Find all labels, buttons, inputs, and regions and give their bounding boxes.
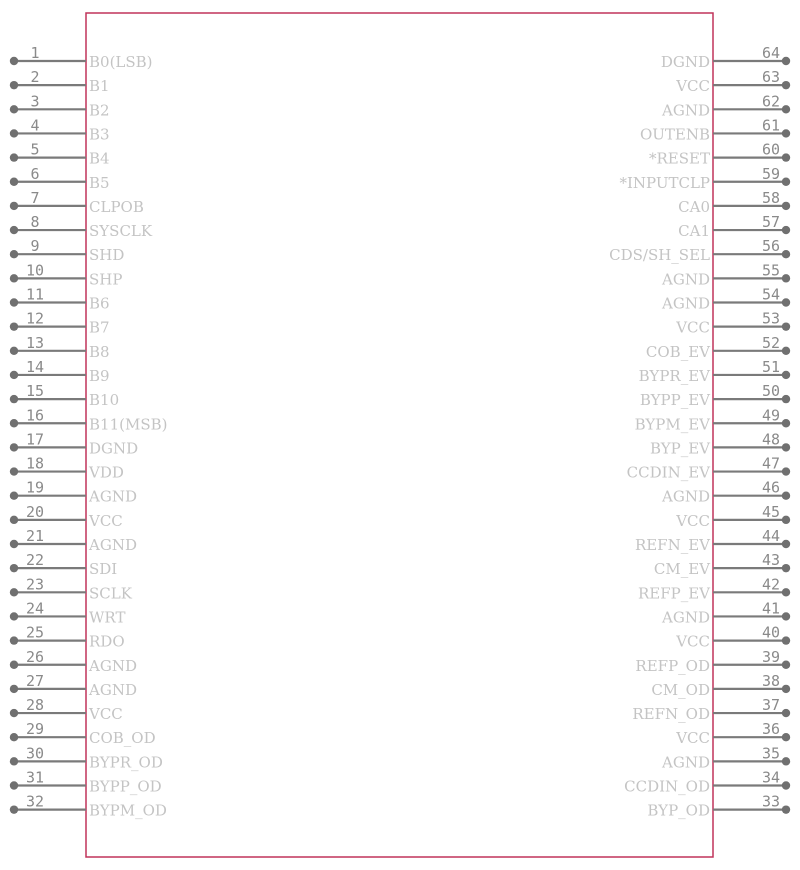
pin-name: AGND (662, 487, 710, 506)
pin-endpoint-dot (782, 443, 790, 451)
pin-number: 40 (761, 623, 781, 642)
pin-number: 64 (761, 44, 781, 62)
pin-number: 17 (25, 430, 45, 449)
pin-number: 11 (25, 285, 45, 304)
pin-endpoint-dot (782, 781, 790, 789)
pin-number: 62 (761, 92, 781, 111)
pin-endpoint-dot (782, 129, 790, 137)
pin-17 (10, 430, 138, 457)
pin-number: 49 (761, 406, 781, 425)
pin-name: CA1 (678, 222, 710, 241)
pin-endpoint-dot (10, 322, 18, 330)
pin-9 (10, 237, 125, 264)
pin-number: 46 (761, 478, 781, 497)
pin-name: SHP (89, 270, 123, 289)
pin-number: 53 (761, 309, 781, 328)
pin-endpoint-dot (10, 564, 18, 572)
pin-name: VCC (89, 511, 123, 530)
pin-endpoint-dot (10, 395, 18, 403)
pin-number: 5 (30, 140, 40, 159)
pin-number: 20 (25, 502, 45, 521)
pin-endpoint-dot (782, 540, 790, 548)
pin-number: 8 (30, 213, 40, 232)
pin-name: AGND (662, 101, 710, 120)
pin-name: BYPR_OD (89, 753, 163, 772)
pin-number: 12 (25, 309, 45, 328)
pin-endpoint-dot (10, 419, 18, 427)
pin-name: CM_OD (651, 680, 710, 699)
pin-endpoint-dot (10, 347, 18, 355)
pin-name: BYPM_OD (89, 801, 167, 820)
pin-47 (627, 455, 791, 482)
pin-endpoint-dot (782, 250, 790, 258)
pin-61 (640, 116, 790, 143)
pin-name: CM_EV (653, 560, 710, 579)
pin-48 (650, 430, 790, 457)
pin-number: 28 (25, 696, 45, 715)
pin-endpoint-dot (782, 467, 790, 475)
pin-number: 56 (761, 237, 781, 256)
pin-name: BYPM_EV (634, 415, 710, 434)
pin-endpoint-dot (782, 322, 790, 330)
pin-endpoint-dot (10, 57, 18, 65)
pin-name: BYPP_OD (89, 777, 162, 796)
pin-26 (10, 648, 137, 675)
pin-name: AGND (89, 680, 137, 699)
pin-20 (10, 503, 123, 530)
pin-endpoint-dot (10, 178, 18, 186)
pin-number: 29 (25, 720, 45, 739)
pin-22 (10, 551, 118, 578)
pin-endpoint-dot (10, 81, 18, 89)
pin-19 (10, 479, 137, 506)
pin-number: 6 (30, 164, 40, 183)
pin-name: VCC (676, 511, 710, 530)
pin-name: OUTENB (639, 125, 710, 144)
pin-number: 9 (30, 237, 40, 256)
pin-34 (624, 769, 790, 796)
pin-number: 42 (761, 575, 781, 594)
pin-number: 35 (761, 744, 781, 763)
pin-endpoint-dot (10, 757, 18, 765)
pin-number: 32 (25, 792, 45, 811)
pin-name: B2 (89, 101, 110, 120)
pin-number: 36 (761, 720, 781, 739)
pin-41 (661, 599, 790, 626)
pin-endpoint-dot (782, 57, 790, 65)
left-pin-group (10, 44, 168, 820)
pin-2 (10, 68, 110, 95)
pin-endpoint-dot (782, 492, 790, 500)
pin-46 (661, 479, 790, 506)
pin-endpoint-dot (10, 202, 18, 210)
pin-endpoint-dot (782, 419, 790, 427)
pin-name: AGND (89, 656, 137, 675)
pin-name: COB_EV (645, 342, 710, 361)
pin-name: AGND (662, 270, 710, 289)
pin-number: 48 (761, 430, 781, 449)
pin-name: WRT (89, 608, 126, 627)
pin-endpoint-dot (782, 81, 790, 89)
pin-endpoint-dot (10, 492, 18, 500)
pin-number: 7 (30, 188, 40, 207)
pin-endpoint-dot (10, 105, 18, 113)
pin-number: 16 (25, 406, 45, 425)
pin-endpoint-dot (10, 805, 18, 813)
pin-35 (661, 744, 790, 771)
pin-54 (661, 286, 790, 313)
pin-endpoint-dot (782, 661, 790, 669)
pin-number: 55 (761, 261, 781, 280)
pin-endpoint-dot (10, 661, 18, 669)
pin-name: AGND (89, 487, 137, 506)
pin-number: 34 (761, 768, 781, 787)
right-pin-group (609, 44, 790, 820)
pin-name: B0(LSB) (89, 53, 153, 71)
pin-53 (675, 310, 790, 337)
pin-name: AGND (89, 536, 137, 554)
pin-number: 19 (25, 478, 45, 497)
pin-endpoint-dot (782, 202, 790, 210)
pin-4 (10, 116, 110, 143)
pin-name: VCC (676, 77, 710, 96)
pin-endpoint-dot (782, 178, 790, 186)
pin-name: AGND (662, 753, 710, 772)
pin-28 (10, 696, 123, 723)
pin-name: CCDIN_OD (624, 777, 710, 796)
pin-number: 14 (25, 357, 45, 376)
pin-number: 27 (25, 671, 45, 690)
ic-body-outline (86, 13, 713, 857)
pin-endpoint-dot (10, 371, 18, 379)
pin-59 (619, 165, 790, 192)
pin-40 (675, 624, 790, 651)
pin-endpoint-dot (782, 709, 790, 717)
pin-62 (661, 92, 790, 119)
pin-endpoint-dot (782, 226, 790, 234)
pin-number: 57 (761, 213, 781, 232)
pin-24 (10, 599, 126, 626)
pin-29 (10, 720, 156, 747)
pin-11 (10, 286, 110, 313)
pin-64 (661, 44, 790, 71)
pin-endpoint-dot (10, 516, 18, 524)
pin-23 (10, 575, 133, 602)
pin-endpoint-dot (10, 588, 18, 596)
pin-45 (675, 503, 790, 530)
pin-21 (10, 527, 137, 554)
pin-51 (639, 358, 791, 385)
pin-name: REFN_EV (634, 536, 710, 554)
pin-number: 41 (761, 599, 781, 618)
pin-14 (10, 358, 110, 385)
pin-number: 54 (761, 285, 781, 304)
pin-36 (675, 720, 790, 747)
pin-name: B10 (89, 391, 120, 410)
pin-name: B11(MSB) (89, 415, 168, 434)
pin-number: 51 (761, 357, 781, 376)
pin-endpoint-dot (10, 274, 18, 282)
pin-name: AGND (662, 608, 710, 627)
pin-32 (10, 793, 167, 820)
pin-12 (10, 310, 110, 337)
pin-name: CA0 (678, 197, 710, 216)
pin-56 (609, 237, 790, 264)
pin-endpoint-dot (10, 129, 18, 137)
pin-endpoint-dot (782, 274, 790, 282)
pin-number: 44 (761, 527, 781, 545)
pin-endpoint-dot (10, 709, 18, 717)
pin-number: 3 (30, 92, 40, 111)
pin-name: B7 (89, 318, 110, 337)
pin-number: 39 (761, 647, 781, 666)
pin-42 (638, 575, 790, 602)
pin-number: 37 (761, 696, 781, 715)
pin-name: SHD (89, 246, 125, 265)
pin-63 (675, 68, 790, 95)
pin-name: BYPR_EV (638, 366, 710, 385)
pin-name: DGND (89, 439, 139, 458)
pin-name: SDI (89, 560, 118, 579)
pin-38 (651, 672, 790, 699)
pin-8 (10, 213, 153, 240)
pin-endpoint-dot (10, 226, 18, 234)
pin-number: 25 (25, 623, 45, 642)
pin-10 (10, 261, 123, 288)
pin-number: 1 (30, 44, 40, 62)
pin-name: CLPOB (89, 197, 144, 216)
pin-endpoint-dot (10, 733, 18, 741)
pin-name: B8 (89, 342, 110, 361)
pin-name: B1 (89, 77, 110, 96)
pin-52 (646, 334, 790, 361)
pin-endpoint-dot (10, 298, 18, 306)
pin-endpoint-dot (10, 781, 18, 789)
pin-number: 24 (25, 599, 45, 618)
pin-endpoint-dot (10, 540, 18, 548)
pin-number: 18 (25, 454, 45, 473)
pin-endpoint-dot (782, 757, 790, 765)
pin-name: BYPP_EV (639, 391, 710, 410)
pin-name: REFP_EV (637, 584, 710, 603)
pin-endpoint-dot (782, 395, 790, 403)
pin-15 (10, 382, 119, 409)
pin-name: B6 (89, 294, 110, 313)
pin-name: VCC (676, 632, 710, 651)
pin-16 (10, 406, 168, 433)
pin-number: 33 (761, 792, 781, 811)
pin-name: VCC (676, 318, 710, 337)
pin-1 (10, 44, 153, 71)
pin-endpoint-dot (782, 298, 790, 306)
pin-number: 21 (25, 527, 45, 545)
pin-number: 4 (30, 116, 40, 135)
pin-number: 43 (761, 551, 781, 570)
pin-endpoint-dot (10, 467, 18, 475)
pin-number: 60 (761, 140, 781, 159)
pin-50 (640, 382, 790, 409)
pin-name: CCDIN_EV (626, 463, 710, 482)
pin-name: BYP_OD (647, 801, 710, 820)
pin-55 (661, 261, 790, 288)
pin-58 (678, 189, 790, 216)
pin-endpoint-dot (782, 105, 790, 113)
pin-name: B3 (89, 125, 110, 144)
pin-name: VCC (676, 729, 710, 748)
pin-number: 2 (30, 68, 40, 87)
pin-endpoint-dot (782, 564, 790, 572)
pin-name: AGND (662, 294, 710, 313)
pin-60 (649, 141, 790, 168)
pin-name: VDD (89, 463, 124, 482)
pin-number: 26 (25, 647, 45, 666)
pin-number: 15 (25, 382, 45, 401)
pin-27 (10, 672, 137, 699)
pin-25 (10, 624, 125, 651)
pin-number: 30 (25, 744, 45, 763)
pin-endpoint-dot (782, 612, 790, 620)
pin-name: *RESET (649, 149, 710, 168)
pin-37 (632, 696, 790, 723)
pin-name: CDS/SH_SEL (609, 246, 710, 265)
pin-number: 22 (25, 551, 45, 570)
pin-endpoint-dot (782, 516, 790, 524)
pin-33 (647, 793, 790, 820)
pin-number: 47 (761, 454, 781, 473)
pin-number: 13 (25, 333, 45, 352)
pin-name: VCC (89, 705, 123, 724)
pin-name: SCLK (89, 584, 132, 603)
pin-18 (10, 455, 124, 482)
pin-5 (10, 141, 110, 168)
pin-number: 10 (25, 261, 45, 280)
pin-number: 59 (761, 164, 781, 183)
pin-57 (678, 213, 790, 240)
pin-name: REFP_OD (635, 656, 710, 675)
pin-name: B4 (89, 149, 110, 168)
pin-name: SYSCLK (89, 222, 153, 241)
pin-number: 61 (761, 116, 781, 135)
pin-endpoint-dot (782, 733, 790, 741)
pin-endpoint-dot (10, 153, 18, 161)
pin-endpoint-dot (782, 636, 790, 644)
pin-number: 63 (761, 68, 781, 87)
pin-number: 52 (761, 333, 781, 352)
pin-name: COB_OD (89, 729, 156, 748)
pin-endpoint-dot (782, 805, 790, 813)
pin-number: 23 (25, 575, 45, 594)
pin-name: RDO (89, 632, 125, 651)
pin-name: BYP_EV (649, 439, 710, 458)
pin-name: DGND (660, 53, 710, 71)
pin-number: 38 (761, 671, 781, 690)
pin-6 (10, 165, 110, 192)
pin-7 (10, 189, 144, 216)
pin-endpoint-dot (782, 588, 790, 596)
pin-name: B9 (89, 366, 110, 385)
pin-number: 45 (761, 502, 781, 521)
pin-43 (654, 551, 790, 578)
pin-name: REFN_OD (632, 705, 710, 724)
pin-number: 58 (761, 188, 781, 207)
pin-13 (10, 334, 110, 361)
pin-number: 31 (25, 768, 45, 787)
pin-3 (10, 92, 110, 119)
pin-endpoint-dot (10, 636, 18, 644)
pin-endpoint-dot (10, 612, 18, 620)
pin-name: B5 (89, 173, 110, 192)
pin-endpoint-dot (782, 371, 790, 379)
pin-endpoint-dot (10, 685, 18, 693)
pin-endpoint-dot (10, 443, 18, 451)
pin-endpoint-dot (782, 685, 790, 693)
pin-endpoint-dot (782, 347, 790, 355)
pin-endpoint-dot (782, 153, 790, 161)
pin-endpoint-dot (10, 250, 18, 258)
pin-name: *INPUTCLP (619, 173, 710, 192)
pin-number: 50 (761, 382, 781, 401)
